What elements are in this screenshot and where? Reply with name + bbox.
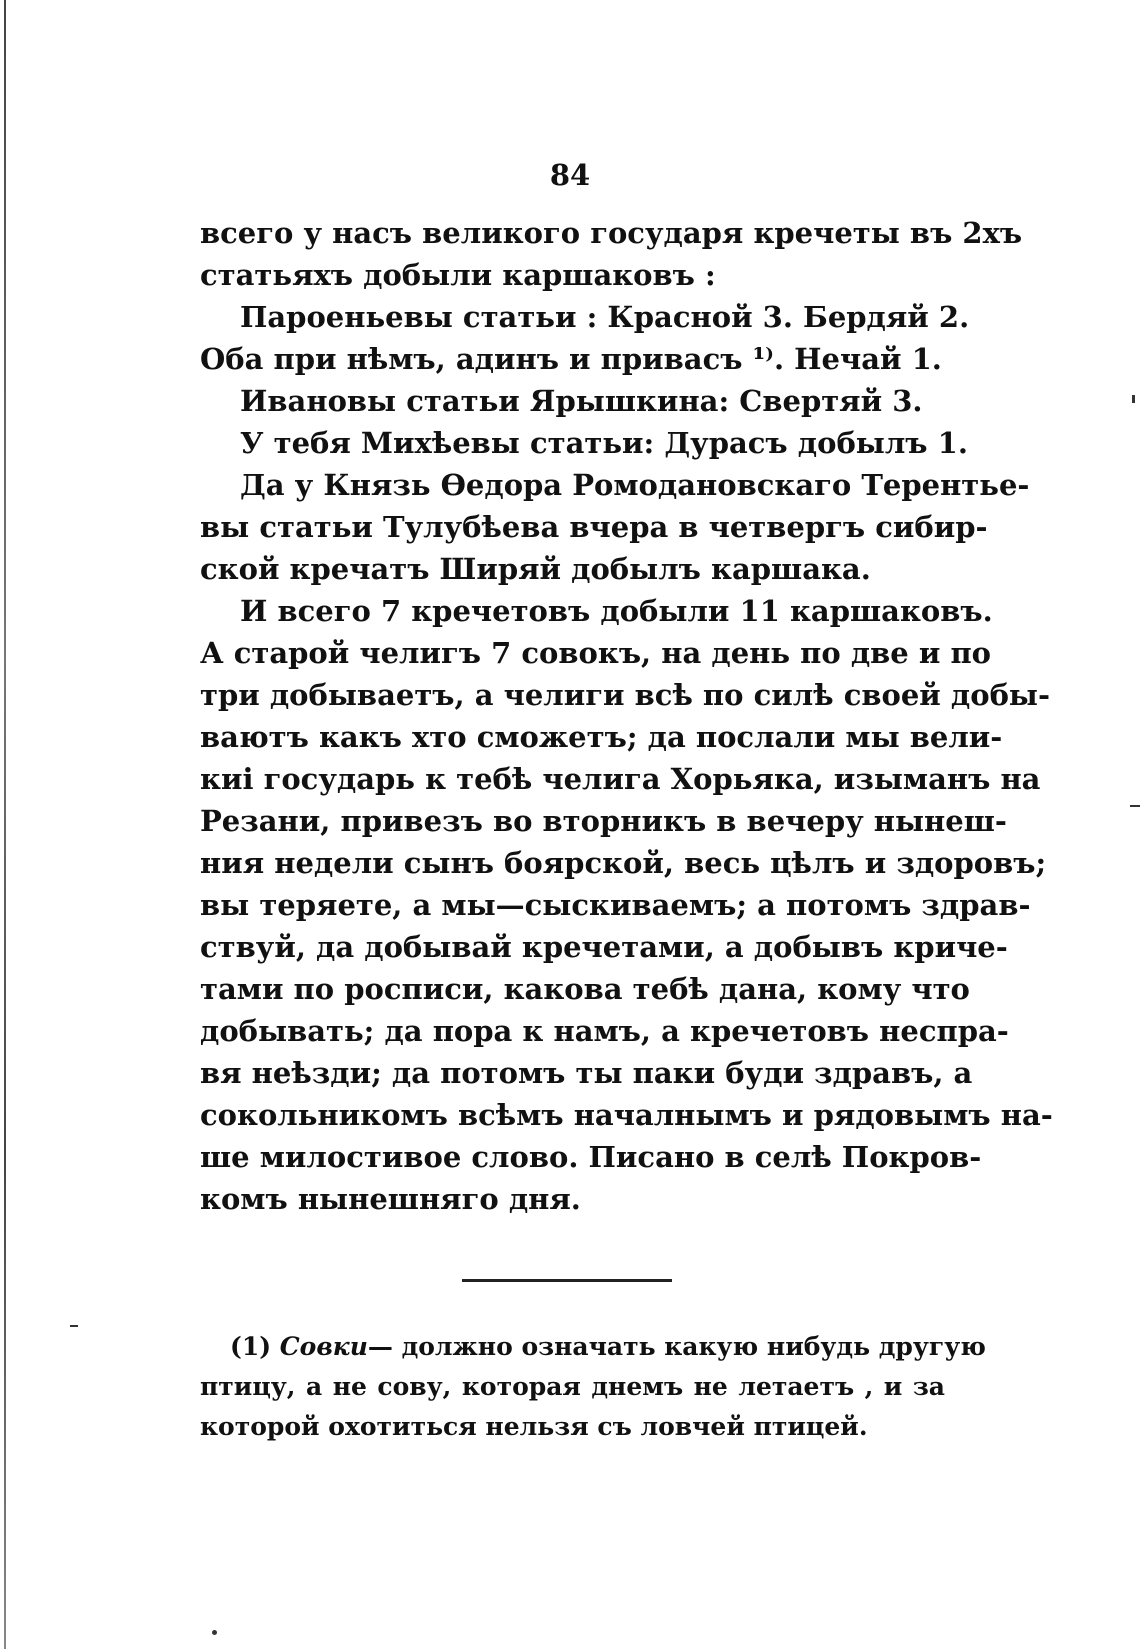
footnote-line: птицу, а не сову, которая днемъ не летаетъ , и за [200, 1372, 945, 1401]
text-line: И всего 7 кречетовъ добыли 11 каршаковъ. [240, 594, 993, 628]
paragraph [200, 212, 1023, 296]
text-line: Резани, привезъ во вторникъ в вечеру нынеш- [200, 804, 1007, 838]
page-number: 84 [549, 158, 591, 192]
text-line: вя неѣзди; да потомъ ты паки буди здравъ, а [200, 1056, 973, 1090]
text-line: Оба при нѣмъ, адинъ и привасъ ¹⁾. Нечай 1. [200, 342, 942, 376]
scan-speck [70, 1325, 78, 1327]
footnote-line: которой охотиться нельзя съ ловчей птицей. [200, 1412, 868, 1441]
text-line: Да у Князь Өедора Ромодановскаго Терентье- [240, 468, 1030, 502]
text-line: киі государь к тебѣ челига Хорьяка, изыманъ на [200, 762, 1041, 796]
text-line: сокольникомъ всѣмъ началнымъ и рядовымъ на- [200, 1098, 1053, 1132]
scan-speck [212, 1630, 217, 1635]
text-line: ваютъ какъ хто сможетъ; да послали мы вели- [200, 720, 1003, 754]
text-line: ствуй, да добывай кречетами, а добывъ криче- [200, 930, 1008, 964]
text-line: Пароеньевы статьи : Красной 3. Бердяй 2. [240, 300, 970, 334]
footnote-divider [462, 1279, 672, 1282]
text-line: вы статьи Тулубѣева вчера в четвергъ сибир- [200, 510, 988, 544]
footnote-marker: (1) [230, 1332, 272, 1361]
paragraph [200, 422, 968, 464]
text-line: ской кречатъ Ширяй добылъ каршака. [200, 552, 871, 586]
text-line: Ивановы статьи Ярышкина: Свертяй 3. [240, 384, 923, 418]
scan-speck [1130, 805, 1140, 807]
text-line: статьяхъ добыли каршаковъ : [200, 258, 716, 292]
paragraph [200, 464, 1030, 590]
text-line: А старой челигъ 7 совокъ, на день по две и по [200, 636, 992, 670]
paragraph [200, 380, 945, 422]
footnote-line [200, 1327, 986, 1367]
paragraph [200, 590, 1053, 1220]
text-line: добывать; да пора к намъ, а кречетовъ неспра- [200, 1014, 1009, 1048]
footnote [200, 1327, 986, 1447]
text-line: комъ нынешняго дня. [200, 1182, 581, 1216]
text-line: всего у насъ великого государя кречеты въ 2хъ [200, 216, 1023, 250]
footnote-text: — должно означать какую нибудь другую [367, 1332, 986, 1361]
footnote-term: Совки [279, 1332, 368, 1361]
body-text [200, 212, 1053, 1220]
text-line: ния недели сынъ боярской, весь цѣлъ и здоровъ; [200, 846, 1047, 880]
text-line: тами по росписи, какова тебѣ дана, кому что [200, 972, 970, 1006]
page-edge [4, 0, 6, 1649]
text-line: вы теряете, а мы—сыскиваемъ; а потомъ здрав- [200, 888, 1031, 922]
text-line: У тебя Михѣевы статьи: Дурасъ добылъ 1. [240, 426, 968, 460]
paragraph [200, 296, 970, 380]
text-line: ше милостивое слово. Писано в селѣ Покров- [200, 1140, 982, 1174]
scan-speck [1132, 395, 1135, 403]
text-line: три добываетъ, а челиги всѣ по силѣ своей добы- [200, 678, 1051, 712]
